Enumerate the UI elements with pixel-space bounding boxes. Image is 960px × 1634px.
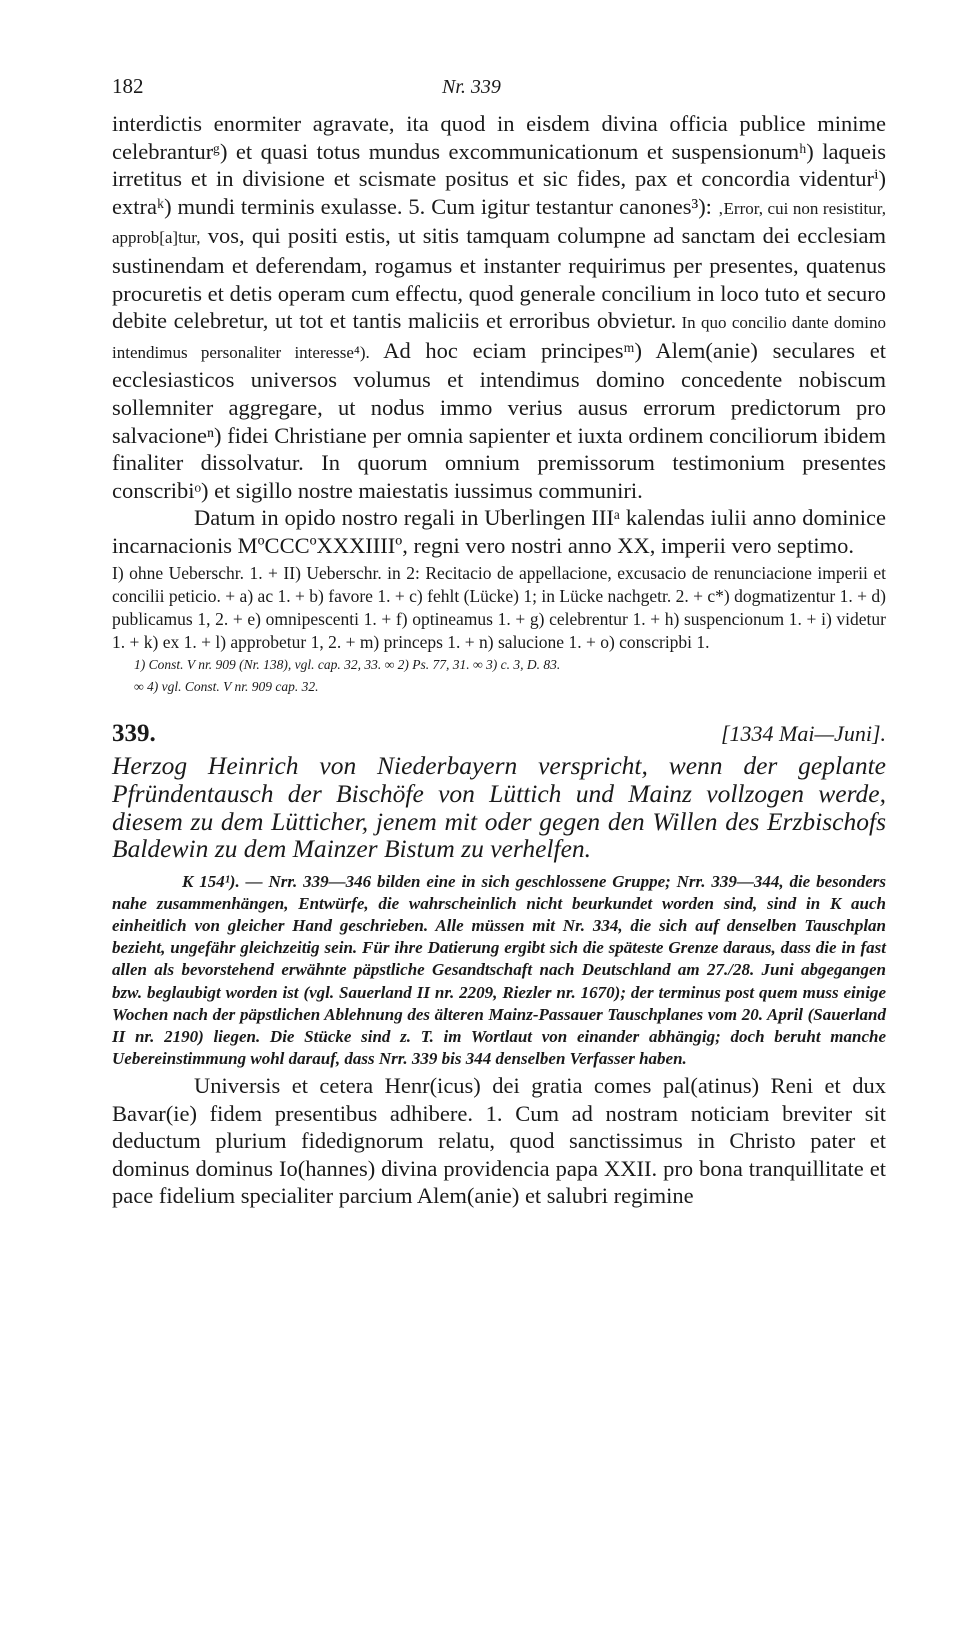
canon-quote: ‚Error, cui non resistitur, approb[a]tur, [112,198,886,248]
dating-clause: Datum in opido nostro regali in Uberlingen IIIᵃ kalendas iulii anno dominice incarnacionis MºCCCºXXXIIIIº, regni vero nostri anno XX, imperii vero septimo. [112,505,886,558]
running-head: Nr. 339 [442,76,501,98]
page-header [112,74,886,110]
document-text: Universis et cetera Henr(icus) dei gratia comes pal(atinus) Reni et dux Bavar(ie) fidem presentibus adhibere. 1. Cum ad nostram noticiam breviter sit deductum plurium fidedignorum relatu, quod sanctissimus in Christo pater et dominus dominus Io(hannes) divina providencia papa XXII. pro bona tranquillitate et pace fidelium specialiter parcium Alem(anie) et salubri regimine [112,1072,886,1209]
page-number: 182 [112,74,144,98]
main-text-part1: interdictis enormiter agravate, ita quod in eisdem divina officia publice minime celebranturᵍ) et quasi totus mundus excommunicationum et suspensionumʰ) laqueis irretitus et in divisione et scismate positus et sic fides, pax et concordia videnturⁱ) extraᵏ) mundi terminis exulasse. 5. Cum igitur testantur canones³): [112,111,886,219]
main-text-small: In quo concilio dante domino intendimus personaliter interesse⁴). [112,313,886,362]
main-text-part3: Ad hoc eciam principesᵐ) Alem(anie) seculares et ecclesiasticos universos volumus et intendimus domino concedente nobiscum sollemniter aggregare, ut nodus immo verius ausus errorum predictorum pro salvacioneⁿ) fidei Christiane per omnia sapienter et iuxta ordinem conciliorum ibidem finaliter dissolvatur. In quorum omnium premissorum testimonium presentes conscribiᵒ) et sigillo nostre maiestatis iussimus communiri. [112,337,886,503]
commentary-text: K 154¹). — Nrr. 339—346 bilden eine in sich geschlossene Gruppe; Nrr. 339—344, die besonders nahe zusammenhängen, Entwürfe, die wahrscheinlich nicht beurkundet worden sind, sind in K auch einheitlich von gleicher Hand geschrieben. Alle müssen mit Nr. 334, die sich auf denselben Tauschplan bezieht, ungefähr gleichzeitig sein. Für ihre Datierung ergibt sich die späteste Grenze daraus, dass die in fast allen als bevorstehend erwähnte päpstliche Gesandtschaft nach Deutschland am 27./28. Juni abgegangen bzw. beglaubigt worden ist (vgl. Sauerland II nr. 2209, Riezler nr. 1670); der terminus post quem muss einige Wochen nach der päpstlichen Ablehnung des älteren Mainz-Passauer Tauschplanes vom 20. April (Sauerland II nr. 2190) liegen. Die Stücke sind z. T. im Wortlaut von einander abhängig; doch beruht manche Uebereinstimmung wohl darauf, dass Nrr. 339 bis 344 denselben Verfasser haben. [112,872,886,1068]
footnote-line-2: ∞ 4) vgl. Const. V nr. 909 cap. 32. [134,679,319,695]
document-number: 339. [112,719,156,747]
document-regest: Herzog Heinrich von Niederbayern verspricht, wenn der geplante Pfründentausch der Bischöfe von Lüttich und Mainz vollzogen werde, diesem zu dem Lütticher, jenem mit oder gegen den Willen des Erzbischofs Baldewin zu dem Mainzer Bistum zu verhelfen. [112,750,886,864]
document-heading [112,720,886,748]
document-date: [1334 Mai—Juni]. [721,720,886,746]
main-text-part2: vos, qui positi estis, ut sitis tamquam columpne ad sanctam dei ecclesiam sustinendam et deferendam, rogamus et instanter requirimus per presentes, quatenus procuretis et detis operam cum effectu, quod generale concilium in loco tuto et securo debite celebretur, ut tot et tantis maliciis et erroribus obvietur. [112,223,886,334]
document-commentary [112,871,886,1070]
critical-apparatus: I) ohne Ueberschr. 1. + II) Ueberschr. in 2: Recitacio de appellacione, excusacio de renunciacione imperii et concilii peticio. + a) ac 1. + b) favore 1. + c) fehlt (Lücke) 1; in Lücke nachgetr. 2. + c*) dogmatizentur 1. + d) publicamus 1, 2. + e) omnipescenti 1. + f) optineamus 1. + g) celebrentur 1. + h) suspencionum 1. + i) videtur 1. + k) ex 1. + l) approbetur 1, 2. + m) princeps 1. + n) salucione 1. + o) conscripbi 1. [112,562,886,653]
main-text [112,110,886,504]
footnote-line-1: 1) Const. V nr. 909 (Nr. 138), vgl. cap. 32, 33. ∞ 2) Ps. 77, 31. ∞ 3) c. 3, D. 83. [134,657,561,673]
